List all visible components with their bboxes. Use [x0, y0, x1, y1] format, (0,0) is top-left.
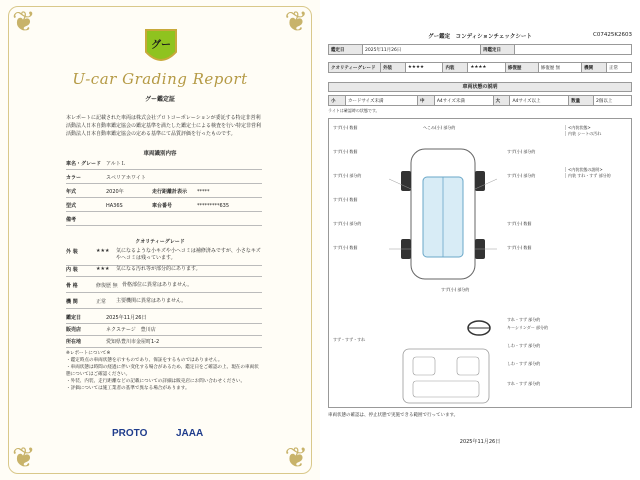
vehicle-section-title: 車両識別内容 — [143, 151, 177, 157]
section-title: 車両状態の説明 — [328, 82, 632, 92]
steering-wheel-icon — [467, 319, 491, 337]
scale-cell: 2個以上 — [594, 96, 632, 106]
quality-stars: 修復歴 無 — [96, 283, 118, 289]
quality-row-frame — [66, 282, 262, 293]
exterior-label: 外装 — [381, 63, 406, 73]
quality-desc: 主要機関に異常はありません。 — [116, 298, 187, 304]
type-label: 型式 — [66, 203, 77, 209]
sheet-title: グー鑑定 コンディションチェックシート — [428, 34, 532, 40]
model-label: 車名・グレード — [66, 161, 102, 167]
ornament-bottom-left: ❦ — [12, 441, 36, 474]
damage-tag: すず(小) 部分的 — [507, 149, 536, 154]
appraisal-date-row — [66, 312, 262, 324]
mileage-value: ***** — [197, 189, 210, 195]
scale-cell: 中 — [417, 96, 434, 106]
appraisal-date-label: 鑑定日 — [329, 45, 363, 55]
scale-cell: 大 — [493, 96, 510, 106]
chassis-value: *********635 — [197, 203, 230, 209]
certificate-title: U-car Grading Report — [72, 70, 248, 88]
scale-cell: A4サイズ未満 — [434, 96, 493, 106]
car-interior-icon — [401, 347, 491, 405]
model-row — [66, 158, 262, 170]
damage-tag: すず(小) 部分的 — [333, 221, 362, 226]
color-label: カラー — [66, 175, 82, 181]
frame-label: 修復歴 — [505, 63, 538, 73]
quality-label: 内 装 — [66, 267, 78, 273]
shop-value: ネクステージ 豊川店 — [106, 327, 156, 333]
interior-label: 内装 — [443, 63, 468, 73]
damage-tag: すず(小) 数個 — [507, 245, 532, 250]
svg-text:グー: グー — [151, 40, 171, 51]
ornament-top-right: ❦ — [284, 5, 308, 38]
scale-cell: カードサイズ未満 — [345, 96, 417, 106]
damage-tag: すず(小) 部分的 — [441, 287, 470, 292]
date-label: 鑑定日 — [66, 315, 82, 321]
note-line: ※レポートについて※ — [66, 351, 111, 356]
appraisal-date: 2025年11月26日 — [106, 315, 147, 321]
quality-row-exterior — [66, 248, 262, 266]
notes-label: 備考 — [66, 217, 77, 223]
quality-stars: ★★★ — [96, 248, 110, 254]
condition-check-sheet — [320, 0, 640, 480]
grade-label: クオリティーグレード — [329, 63, 381, 73]
interior-tag: <内装状態の説明> — [565, 167, 603, 172]
note-line: ・評価については施工業者の基準で異なる場合があります。 — [66, 386, 190, 391]
damage-tag: すず(小) 数個 — [333, 149, 358, 154]
damage-tag: すず(小) 数個 — [333, 197, 358, 202]
quality-title: クオリティーグレード — [135, 239, 185, 245]
bottom-note: 車両状態の確認は、停止状態で実施できる範囲で行っています。 — [328, 413, 459, 418]
scale-cell: 数量 — [569, 96, 594, 106]
type-row — [66, 200, 262, 212]
ornament-bottom-right: ❦ — [284, 441, 308, 474]
quality-row-interior — [66, 266, 262, 277]
vehicle-diagram — [328, 118, 632, 408]
quality-label: 機 関 — [66, 299, 78, 305]
damage-tag: すず(小) 数個 — [507, 221, 532, 226]
engine-label: 機関 — [582, 63, 607, 73]
year-row — [66, 186, 262, 198]
quality-row-engine — [66, 298, 262, 309]
mileage-label: 走行距離計表示 — [152, 189, 188, 195]
certificate-intro: 本レポートに記載された車両は株式会社プロトコーポレーションが委託する特定非営利活動法人日本自動車鑑定協会の鑑定基準を満たした鑑定士による検査を行い特定非営利活動法人日本自動車鑑定協会の定める基準にて品質評価を行ったものです。 — [66, 115, 262, 137]
goo-badge-icon — [144, 28, 178, 68]
legend-note: ライトは確認時の状態です。 — [328, 108, 380, 113]
color-value: スペリアホワイト — [106, 175, 146, 181]
shop-row — [66, 324, 262, 336]
recheck-value — [515, 45, 632, 55]
engine-value: 正常 — [607, 63, 632, 73]
exterior-value: ★★★★ — [405, 63, 443, 73]
scale-cell: A4サイズ以上 — [510, 96, 569, 106]
quality-stars: ★★★ — [96, 266, 110, 272]
interior-damage-tag: すれ・すず 部分的 — [507, 381, 541, 386]
color-row — [66, 172, 262, 184]
notes-row — [66, 214, 262, 226]
quality-desc: 骨格部位に異常はありません。 — [122, 282, 193, 288]
quality-label: 骨 格 — [66, 283, 78, 289]
address-label: 所在地 — [66, 339, 82, 345]
bottom-date: 2025年11月26日 — [459, 439, 501, 445]
year-label: 年式 — [66, 189, 77, 195]
scale-table — [328, 95, 632, 106]
certificate-notes — [66, 350, 262, 392]
quality-desc: 気になる汚れ等が部分的にあります。 — [116, 266, 201, 272]
jaaa-logo: JAAA — [176, 428, 204, 439]
proto-logo: PROTO — [112, 428, 148, 439]
sheet-code: C07425K2603 — [593, 32, 632, 38]
damage-tag: すず(小) 数個 — [333, 125, 358, 130]
interior-value: ★★★★ — [468, 63, 506, 73]
scale-cell: 小 — [329, 96, 346, 106]
note-line: ・外装、内装、走行距離などの記載についての詳細は販売店にお問い合わせください。 — [66, 379, 246, 384]
car-top-view-icon — [389, 139, 497, 289]
recheck-label: 再鑑定日 — [481, 45, 515, 55]
address-value: 愛知県豊川市金屋町1-2 — [106, 339, 160, 345]
address-row — [66, 336, 262, 348]
date-table — [328, 44, 632, 55]
model-value: アルトＬ — [106, 161, 126, 167]
interior-tag: 内装 シートの汚れ — [565, 131, 601, 136]
year-value: 2020年 — [106, 189, 124, 195]
damage-tag: すず(小) 部分的 — [333, 173, 362, 178]
damage-tag: すず(小) 数個 — [333, 245, 358, 250]
chassis-label: 車台番号 — [152, 203, 173, 209]
damage-tag: へこみ(小) 部分的 — [423, 125, 456, 130]
quality-label: 外 装 — [66, 249, 78, 255]
note-line: ・鑑定時点の車両状態を示すものであり、保証をするものではありません。 — [66, 358, 223, 363]
grade-table — [328, 62, 632, 73]
frame-value: 修復歴 無 — [538, 63, 581, 73]
interior-tag: <内装状態> — [565, 125, 591, 130]
interior-tag: 内装 すれ・すず 部分的 — [565, 173, 611, 178]
ornament-top-left: ❦ — [12, 5, 36, 38]
shop-label: 販売店 — [66, 327, 82, 333]
quality-stars: 正常 — [96, 299, 107, 305]
interior-damage-tag: しわ・すず 部分的 — [507, 361, 541, 366]
interior-damage-tag: すれ・すず 部分的 — [507, 317, 541, 322]
appraisal-date-value: 2025年11月26日 — [363, 45, 481, 55]
certificate-subtitle: グー鑑定証 — [144, 96, 175, 103]
interior-damage-tag: キーシリンダー 部分的 — [507, 325, 549, 330]
type-value: HA36S — [106, 203, 123, 209]
note-line: ・車両状態は時間の経過に伴い変化する場合があるため、鑑定日をご確認の上、現在の車両状態についてはご確認ください。 — [66, 365, 259, 377]
interior-damage-tag: しわ・すず 部分的 — [507, 343, 541, 348]
damage-tag: すず(小) 部分的 — [507, 173, 536, 178]
interior-damage-tag: すず・すず・すれ — [333, 337, 366, 342]
quality-desc: 気になるような小キズや小ヘコミは補修済みですが、小さなキズやヘコミは残っています。 — [116, 248, 261, 261]
